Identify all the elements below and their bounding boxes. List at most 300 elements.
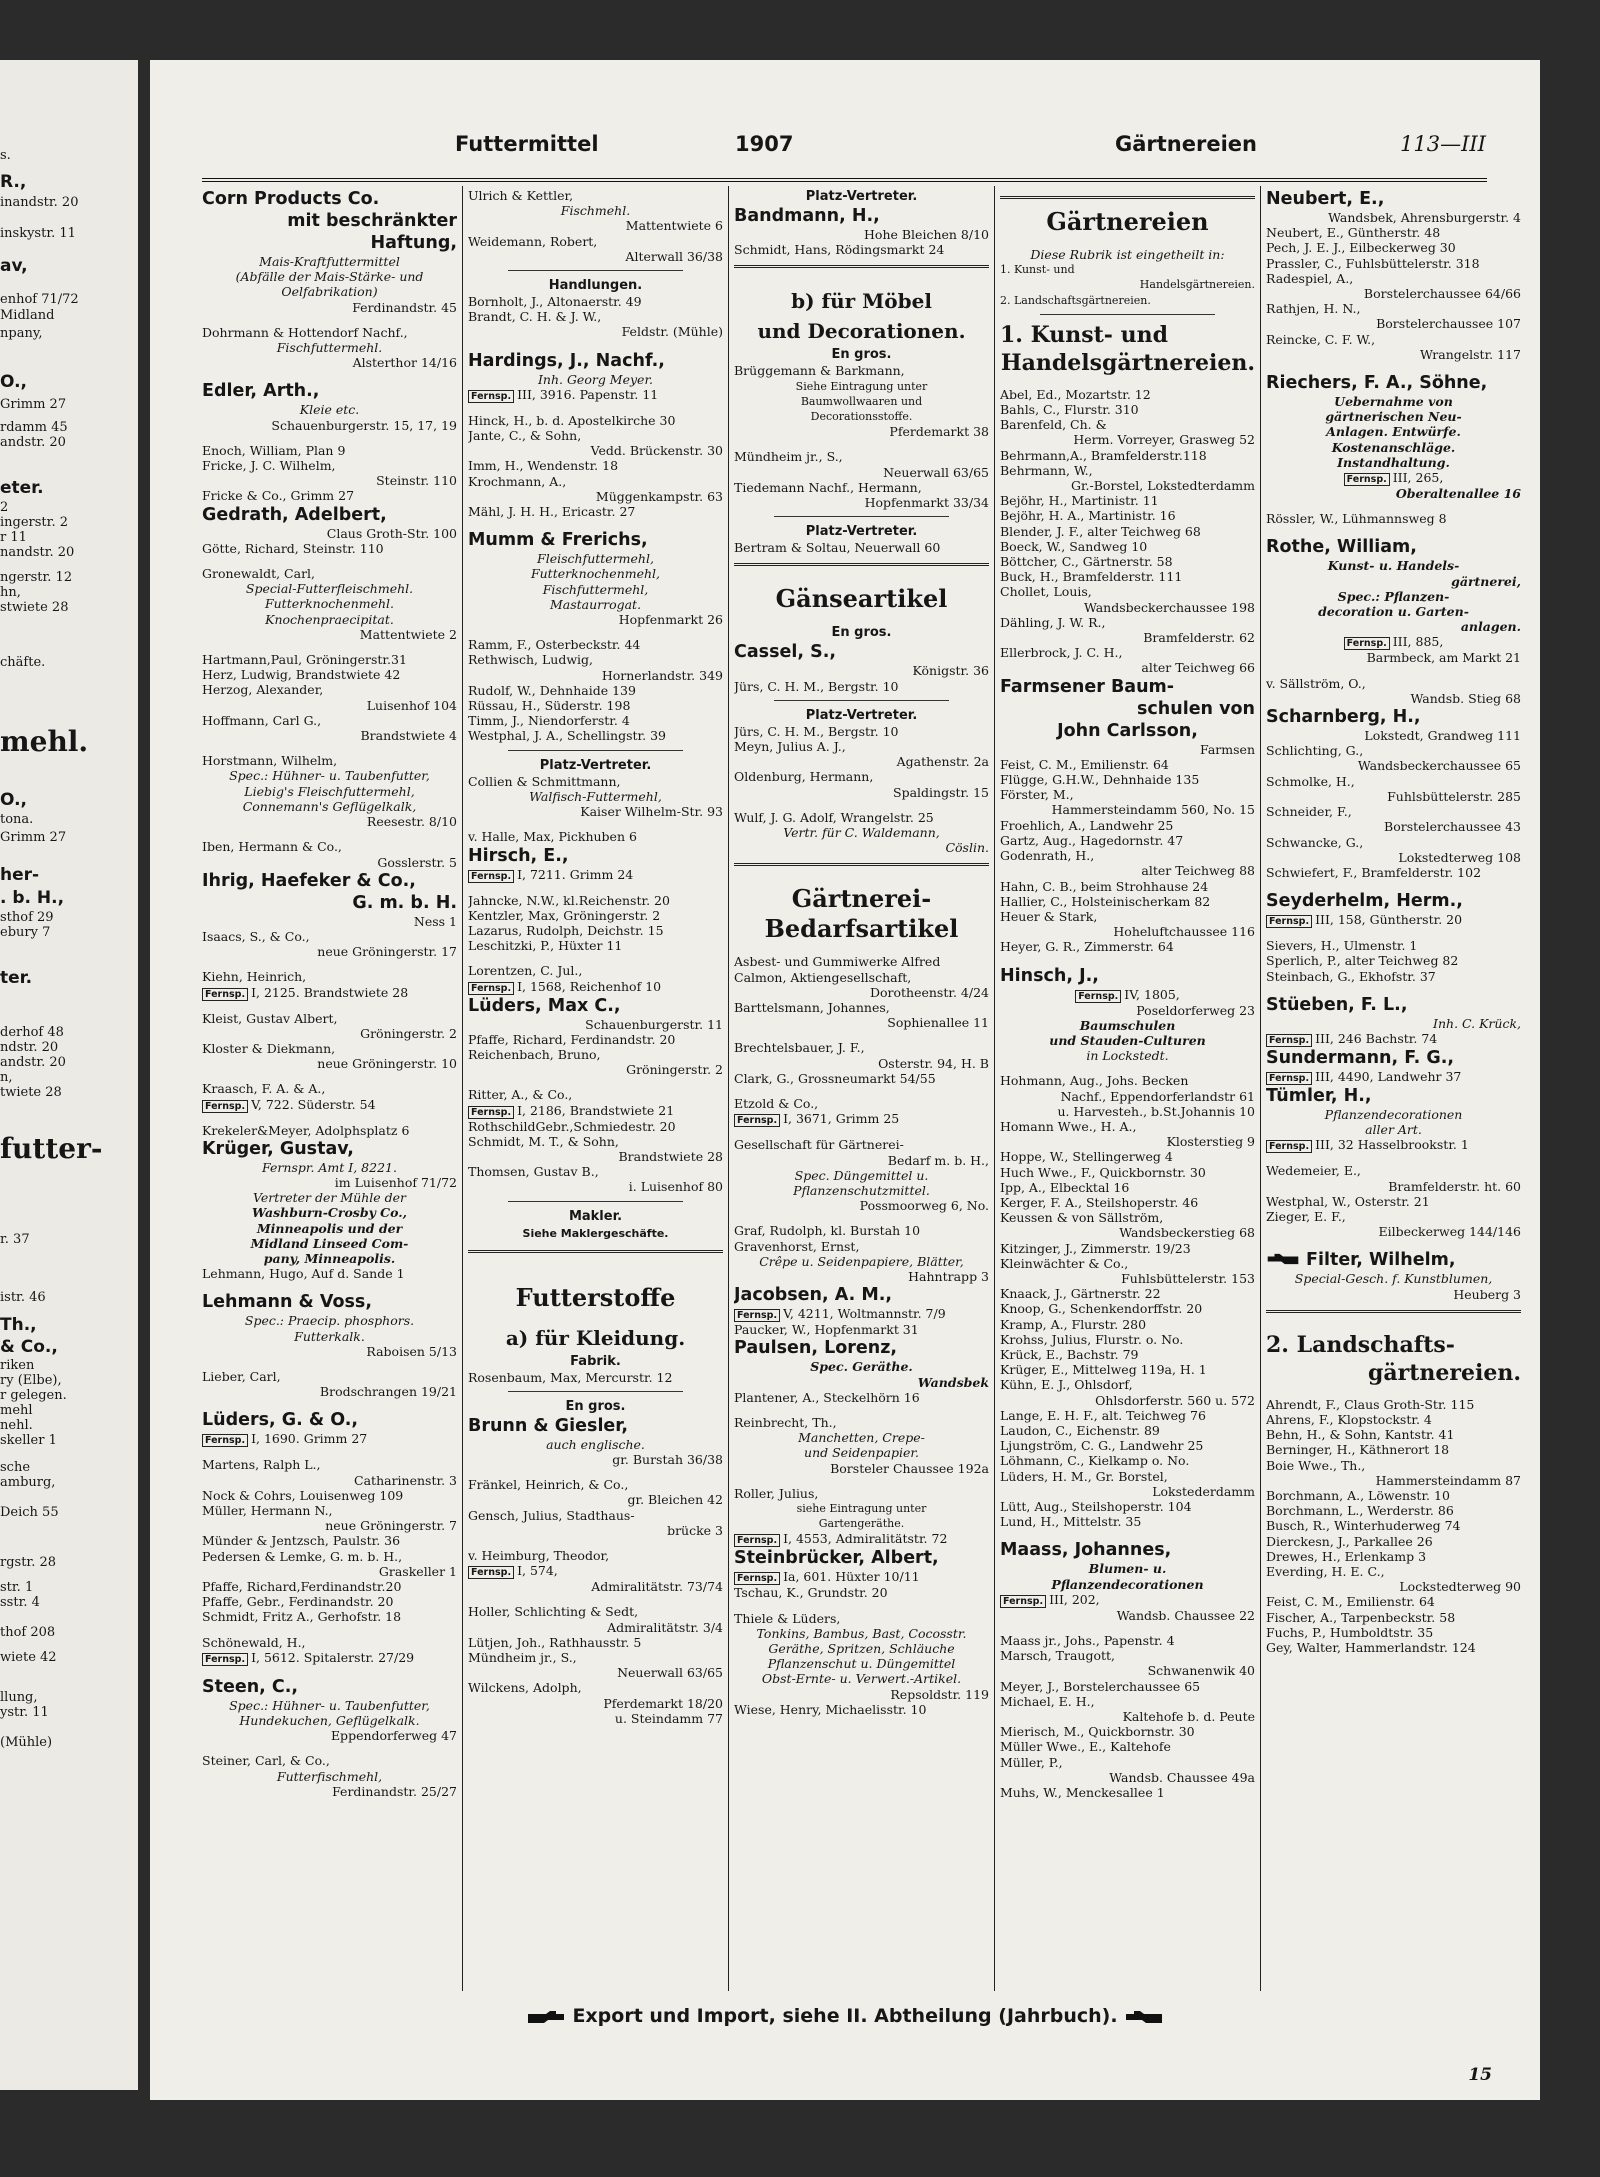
section-rule [1266,1310,1521,1313]
firm-name: Riechers, F. A., Söhne, [1266,373,1488,394]
entry-line: Eilbeckerweg 144/146 [1378,1224,1521,1240]
entry-line: Hallier, C., Holsteinischerkam 82 [1000,893,1211,909]
firm-name: Seyderhelm, Herm., [1266,891,1463,912]
entry-line: Plantener, A., Steckelhörn 16 [734,1389,920,1405]
entry-line: Brandstwiete 28 [618,1148,723,1164]
entry-line: Agathenstr. 2a [896,754,989,770]
telephone-entry: III, 202, [1049,1591,1100,1607]
telephone-label: Fernsp. [468,870,514,883]
firm-name: Krüger, Gustav, [202,1138,354,1159]
entry-line: Berninger, H., Käthnerort 18 [1266,1442,1450,1458]
firm-name: Brunn & Giesler, [468,1415,629,1436]
entry-line [1266,1069,1521,1085]
prev-page-line: nandstr. 20 [0,545,75,560]
entry-line: Lütt, Aug., Steilshoperstr. 104 [1000,1499,1192,1515]
prev-page-line: O., [0,790,27,810]
subsection-heading: En gros. [831,347,892,363]
entry-line: Wedemeier, E., [1266,1163,1361,1179]
entry-line: Vedd. Brückenstr. 30 [590,443,723,459]
prev-page-line: andstr. 20 [0,1055,66,1070]
section-rule [774,516,949,517]
entry-line: Dorotheenstr. 4/24 [869,984,989,1000]
entry-line: Schmolke, H., [1266,773,1355,789]
spacer [1266,666,1521,676]
telephone-entry: I, 2125. Brandstwiete 28 [251,984,409,1000]
entry-line: Hahn, C. B., beim Strohhause 24 [1000,878,1209,894]
prev-page-line: ter. [0,968,33,988]
firm-name: Maass, Johannes, [1000,1540,1172,1561]
entry-line: Keussen & von Sällström, [1000,1210,1164,1226]
subsection-heading: Siehe Maklergeschäfte. [522,1226,669,1240]
prev-page-line: sthof 29 [0,910,54,925]
firm-name: Lüders, Max C., [468,995,621,1016]
entry-line: Spaldingstr. 15 [893,784,989,800]
prev-page-line: amburg, [0,1475,56,1490]
prev-page-line: rdamm 45 [0,420,68,435]
prev-page-line: 2 [0,500,9,515]
spacer [202,1399,457,1409]
pointing-hand-icon [1124,2010,1164,2024]
telephone-entry: III, 885, [1392,634,1444,650]
spacer [1266,501,1521,511]
entry-line: Hartmann,Paul, Gröningerstr.31 [202,652,407,668]
prev-page-line: inskystr. 11 [0,226,76,241]
entry-line: Schmidt, Fritz A., Gerhofstr. 18 [202,1609,402,1625]
telephone-entry: I, 2186, Brandstwiete 21 [517,1102,675,1118]
entry-line: Admiralitätstr. 73/74 [591,1579,723,1595]
entry-line: neue Gröningerstr. 17 [317,944,457,960]
entry-line: Hoffmann, Carl G., [202,712,322,728]
telephone-label: Fernsp. [1266,915,1312,928]
spacer [1000,377,1255,387]
entry-line: Pech, J. E. J., Eilbeckerweg 30 [1266,240,1456,256]
subsection-heading: En gros. [565,1398,626,1414]
prev-page-line: npany, [0,326,43,341]
entry-line: Osterstr. 94, H. B [878,1055,989,1071]
entry-line: Sophienallee 11 [887,1015,989,1031]
spacer [202,433,457,443]
entry-line: Ipp, A., Elbecktal 16 [1000,1179,1130,1195]
entry-line: Futterkalk. [294,1328,365,1344]
entry-line: Bejöhr, H., Martinistr. 11 [1000,493,1159,509]
entry-line: Kaiser Wilhelm-Str. 93 [580,804,723,820]
entry-line: Ritter, A., & Co., [468,1087,573,1103]
pointing-hand-icon [1266,1253,1300,1265]
entry-line: Pfaffe, Richard, Ferdinandstr. 20 [468,1031,676,1047]
entry-line: Etzold & Co., [734,1096,819,1112]
spacer [202,1071,457,1081]
entry-line: Lockstedterweg 90 [1399,1579,1521,1595]
entry-line: Instandhaltung. [1337,454,1450,470]
entry-line: Neuerwall 63/65 [883,464,989,480]
prev-page-line: riken [0,1358,35,1373]
section-rule [508,1391,683,1392]
prev-page-line: eter. [0,478,44,498]
entry-line: Flügge, G.H.W., Dehnhaide 135 [1000,772,1200,788]
prev-page-line: ngerstr. 12 [0,570,73,585]
section-rule [468,1250,723,1253]
entry-line: Reesestr. 8/10 [366,814,457,830]
spacer [468,403,723,413]
firm-name: Hardings, J., Nachf., [468,350,665,371]
entry-line: Bramfelderstr. 62 [1143,630,1255,646]
spacer [1266,1153,1521,1163]
firm-name: Steinbrücker, Albert, [734,1548,939,1569]
entry-line: auch englische. [546,1436,645,1452]
firm-name: Mumm & Frerichs, [468,530,648,551]
entry-line: Oberaltenallee 16 [1395,486,1521,502]
entry-line [468,1103,723,1119]
entry-line: Krochmann, A., [468,473,567,489]
telephone-entry: III, 158, Güntherstr. 20 [1315,912,1463,928]
firm-name: Jacobsen, A. M., [734,1285,893,1306]
spacer [202,1447,457,1457]
prev-page-line: O., [0,372,27,392]
section-rule [734,563,989,566]
spacer [202,1001,457,1011]
entry-line: u. Steindamm 77 [614,1710,723,1726]
entry-line: Herzog, Alexander, [202,682,324,698]
entry-line: Pflanzendecorationen [1324,1106,1463,1122]
entry-line: Kiehn, Heinrich, [202,969,307,985]
entry-line: Borsteler Chaussee 192a [830,1460,989,1476]
telephone-entry: I, 3671, Grimm 25 [783,1111,900,1127]
entry-line: Midland Linseed Com- [250,1235,409,1251]
entry-line: und Seidenpapier. [804,1445,919,1461]
entry-line: Claus Groth-Str. 100 [326,525,457,541]
prev-page-line: av, [0,256,28,276]
entry-line: decoration u. Garten- [1318,604,1469,620]
previous-page-edge [0,60,138,2090]
spacer [734,1601,989,1611]
prev-page-line: str. 1 [0,1580,34,1595]
spacer [202,1359,457,1369]
spacer [734,874,989,884]
firm-name: Scharnberg, H., [1266,707,1421,728]
prev-page-line: sstr. 4 [0,1595,40,1610]
telephone-label: Fernsp. [734,1309,780,1322]
entry-line: Gravenhorst, Ernst, [734,1238,860,1254]
entry-line: Vertr. für C. Waldemann, [783,825,940,841]
entry-line: Everding, H. E. C., [1266,1563,1385,1579]
entry-line: Calmon, Aktiengesellschaft, [734,969,912,985]
entry-line: Lehmann, Hugo, Auf d. Sande 1 [202,1266,405,1282]
prev-page-line: wiete 42 [0,1650,57,1665]
firm-name: schulen von [1136,698,1255,719]
telephone-entry: I, 5612. Spitalerstr. 27/29 [251,1649,415,1665]
prev-page-line: ebury 7 [0,925,51,940]
entry-line: Borstelerchaussee 64/66 [1363,286,1521,302]
subsection-heading: En gros. [831,625,892,641]
entry-line: Hundekuchen, Geflügelkalk. [239,1713,420,1729]
entry-line: Kleist, Gustav Albert, [202,1010,338,1026]
entry-line: Zieger, E. F., [1266,1208,1346,1224]
entry-line: v. Heimburg, Theodor, [468,1547,610,1563]
entry-line: Boeck, W., Sandweg 10 [1000,538,1148,554]
entry-line: alter Teichweg 88 [1141,863,1255,879]
entry-line: Gröningerstr. 2 [360,1025,457,1041]
entry-line: Hahntrapp 3 [908,1268,989,1284]
prev-page-line: hn, [0,585,21,600]
entry-line: Siehe Eintragung unter [795,379,928,393]
entry-line: Oldenburg, Hermann, [734,769,874,785]
entry-line: Froehlich, A., Landwehr 25 [1000,817,1174,833]
entry-line: Lokstedterweg 108 [1398,849,1521,865]
prev-page-line: Th., [0,1315,37,1335]
section-rule [774,700,949,701]
entry-line: Behrmann,A., Bramfelderstr.118 [1000,447,1207,463]
entry-line: Connemann's Geflügelkalk, [242,798,417,814]
page-number: 15 [1468,2065,1492,2085]
entry-line: Prassler, C., Fuhlsbüttelerstr. 318 [1266,255,1480,271]
entry-line: Gesellschaft für Gärtnerei- [734,1137,904,1153]
entry-line: in Lockstedt. [1086,1048,1169,1064]
prev-page-line: ingerstr. 2 [0,515,68,530]
entry-line: Blender, J. F., alter Teichweg 68 [1000,523,1201,539]
telephone-entry: I, 574, [517,1563,558,1579]
entry-line: Pferdemarkt 38 [889,424,989,440]
entry-line: Kleinwächter & Co., [1000,1255,1129,1271]
entry-line: Bedarf m. b. H., [887,1152,989,1168]
entry-line: Hohe Bleichen 8/10 [864,227,989,242]
column-divider [462,186,463,1991]
entry-line: Farmsen [1200,741,1255,757]
subsection-heading: Platz-Vertreter. [805,707,918,723]
entry-line: Fernspr. Amt I, 8221. [262,1159,397,1175]
entry-line: Feldstr. (Mühle) [621,324,723,340]
section-rule [734,863,989,866]
entry-line: Maass jr., Johs., Papenstr. 4 [1000,1633,1175,1649]
entry-line: Hopfenmarkt 33/34 [864,495,989,511]
entry-line: Schwiefert, F., Bramfelderstr. 102 [1266,864,1482,880]
entry-line: Wulf, J. G. Adolf, Wrangelstr. 25 [734,809,934,825]
prev-page-line: enhof 71/72 [0,292,79,307]
entry-line: Sievers, H., Ulmenstr. 1 [1266,938,1418,954]
page-header [200,132,1510,172]
firm-name: Paulsen, Lorenz, [734,1338,898,1359]
telephone-entry: III, 4490, Landwehr 37 [1315,1068,1462,1084]
telephone-entry: III, 32 Hasselbrookstr. 1 [1315,1137,1469,1153]
telephone-entry: I, 1568, Reichenhof 10 [517,978,662,994]
entry-line: Admiralitätstr. 3/4 [607,1619,723,1635]
entry-line: Borchmann, A., Löwenstr. 10 [1266,1487,1450,1503]
entry-line: Enoch, William, Plan 9 [202,442,346,458]
entry-line: Wandsbeckerchaussee 65 [1357,758,1521,774]
entry-line [734,1306,989,1322]
entry-line: Uebernahme von [1334,394,1453,410]
entry-line: Spec.: Hühner- u. Taubenfutter, [229,768,430,784]
entry-line: Wiese, Henry, Michaelisstr. 10 [734,1701,927,1717]
entry-line: Marsch, Traugott, [1000,1648,1116,1664]
spacer [734,614,989,624]
entry-line: Special-Gesch. f. Kunstblumen, [1294,1271,1493,1287]
entry-line: Barmbeck, am Markt 21 [1366,650,1521,666]
entry-line: Lund, H., Mittelstr. 35 [1000,1514,1142,1530]
entry-line: Gosslerstr. 5 [377,854,457,870]
spacer [734,1030,989,1040]
entry-line: Horstmann, Wilhelm, [202,753,338,769]
entry-line: Jante, C., & Sohn, [468,428,582,444]
prev-page-line: s. [0,148,11,163]
spacer [1000,1623,1255,1633]
firm-name: Stüeben, F. L., [1266,994,1408,1015]
entry-line: Münder & Jentzsch, Paulstr. 36 [202,1533,401,1549]
entry-line: Mattentwiete 2 [359,626,457,642]
prev-page-line: rgstr. 28 [0,1555,57,1570]
subsection-heading: Platz-Vertreter. [805,189,918,204]
entry-line: Jahncke, N.W., kl.Reichenstr. 20 [468,892,670,908]
spacer [1266,1239,1521,1249]
entry-line: Inh. C. Krück, [1433,1015,1521,1031]
entry-line: gr. Bleichen 42 [627,1492,723,1508]
firm-name: Corn Products Co. [202,189,380,209]
section-heading: Handelsgärtnereien. [1000,349,1255,376]
prev-page-line: Midland [0,308,55,323]
entry-line: Eppendorferweg 47 [330,1728,457,1744]
entry-line [1266,1031,1521,1047]
telephone-entry: III, 3916. Papenstr. 11 [517,386,659,402]
entry-line: Heuberg 3 [1453,1286,1521,1302]
entry-line: Fischmehl. [560,203,631,219]
entry-line: Fischfuttermehl, [542,581,649,597]
header-rule [202,178,1487,182]
entry-line: Chollet, Louis, [1000,584,1092,600]
telephone-label: Fernsp. [468,390,514,403]
entry-line: Wandsbeckerchaussee 198 [1083,599,1255,615]
entry-line: Alterwall 36/38 [625,248,723,264]
entry-line: Ahrendt, F., Claus Groth-Str. 115 [1266,1396,1475,1412]
entry-line: Wilckens, Adolph, [468,1680,582,1696]
entry-line: Lokstedt, Grandweg 111 [1364,728,1521,744]
entry-line: Heuer & Stark, [1000,908,1098,924]
entry-line: Repsoldstr. 119 [890,1686,989,1702]
entry-line: gärtnerei, [1451,573,1521,589]
column-3 [734,188,989,1988]
entry-line: Raboisen 5/13 [366,1343,457,1359]
entry-line: Lüders, H. M., Gr. Borstel, [1000,1468,1168,1484]
entry-line: Krüger, E., Mittelweg 119a, H. 1 [1000,1362,1207,1378]
spacer [1000,955,1255,965]
entry-line [202,1431,457,1447]
entry-line: Futterknochenmehl. [264,596,395,612]
column-1 [202,188,457,1988]
entry-line: Westphal, J. A., Schellingstr. 39 [468,728,666,744]
entry-line [468,979,723,995]
entry-line: Cöslin. [945,840,989,856]
spacer [468,519,723,529]
header-page: 113—III [1400,132,1486,156]
entry-line: Ness 1 [413,913,457,929]
entry-line: Ferdinandstr. 25/27 [332,1783,457,1799]
spacer [1000,1063,1255,1073]
prev-page-line: Grimm 27 [0,830,67,845]
subsection-heading: Platz-Vertreter. [539,757,652,773]
entry-line: Brandstwiete 4 [360,728,457,744]
prev-page-line: stwiete 28 [0,600,69,615]
firm-name: Farmsener Baum- [1000,676,1175,697]
section-heading: 2. Landschafts- [1266,1331,1455,1358]
spacer [468,1313,723,1323]
entry-line: Schwancke, G., [1266,834,1364,850]
entry-line: Dierckesn, J., Parkallee 26 [1266,1533,1433,1549]
prev-page-line: andstr. 20 [0,435,66,450]
entry-line: Knochenpraecipitat. [265,611,394,627]
entry-line: Fleischfuttermehl, [537,551,654,567]
entry-line: Kitzinger, J., Zimmerstr. 19/23 [1000,1240,1191,1256]
entry-line: Pferdemarkt 18/20 [603,1695,723,1711]
prev-page-line: llung, [0,1690,38,1705]
entry-line: Fuhlsbüttelerstr. 285 [1387,788,1521,804]
entry-line: Pedersen & Lemke, G. m. b. H., [202,1548,403,1564]
telephone-label: Fernsp. [202,1100,248,1113]
firm-name: Rothe, William, [1266,537,1417,558]
entry-line: Bahls, C., Flurstr. 310 [1000,402,1139,418]
prev-page-line: ystr. 11 [0,1705,49,1720]
entry-line: Schönewald, H., [202,1634,306,1650]
entry-line: Kleie etc. [299,402,360,418]
telephone-label: Fernsp. [1266,1034,1312,1047]
entry-line: Borstelerchaussee 43 [1384,819,1521,835]
entry-line [468,1563,723,1579]
entry-line: Wandsb. Stieg 68 [1410,690,1521,706]
entry-line: Bornholt, J., Altonaerstr. 49 [468,294,642,310]
entry-line: Tschau, K., Grundstr. 20 [734,1585,888,1601]
entry-line: Rudolf, W., Dehnhaide 139 [468,682,636,698]
entry-line: Ellerbrock, J. C. H., [1000,645,1123,661]
entry-line: Schmidt, M. T., & Sohn, [468,1133,619,1149]
entry-line: Spec. Geräthe. [810,1359,913,1375]
entry-line: Bertram & Soltau, Neuerwall 60 [734,540,941,556]
prev-page-line: sche [0,1460,31,1475]
entry-line: v. Sällström, O., [1266,675,1366,691]
entry-line: Mierisch, M., Quickbornstr. 30 [1000,1724,1195,1740]
entry-line: Vertreter der Mühle der [252,1190,406,1206]
entry-line: Fuchs, P., Humboldtstr. 35 [1266,1624,1434,1640]
spacer [468,1467,723,1477]
entry-line: Kramp, A., Flurstr. 280 [1000,1316,1147,1332]
entry-line: Kaltehofe b. d. Peute [1122,1709,1255,1725]
spacer [202,642,457,652]
prev-page-line: r gelegen. [0,1388,67,1403]
entry-line: Herm. Vorreyer, Grasweg 52 [1073,432,1255,448]
spacer [468,819,723,829]
spacer [202,1625,457,1635]
entry-line: Steinstr. 110 [376,473,457,489]
entry-line: Radespiel, A., [1266,270,1354,286]
entry-line: Buck, H., Bramfelderstr. 111 [1000,569,1183,585]
header-left: Futtermittel [455,132,599,156]
telephone-entry: III, 246 Bachstr. 74 [1315,1030,1438,1046]
entry-line: Wrangelstr. 117 [1419,346,1521,362]
prev-page-line: . b. H., [0,888,65,908]
entry-line: 2. Landschaftsgärtnereien. [1000,293,1151,307]
entry-line: Weidemann, Robert, [468,233,598,249]
subsection-heading: Handlungen. [548,278,643,294]
entry-line: Paucker, W., Hopfenmarkt 31 [734,1322,919,1338]
spacer [468,883,723,893]
entry-line: Ulrich & Kettler, [468,188,574,203]
entry-line: Fränkel, Heinrich, & Co., [468,1477,629,1493]
firm-name: mit beschränkter [287,211,457,231]
entry-line: Fricke & Co., Grimm 27 [202,488,355,504]
telephone-label: Fernsp. [1266,1072,1312,1085]
entry-line: Fischfuttermehl. [276,340,383,356]
section-rule [734,265,989,268]
telephone-entry: IV, 1805, [1124,986,1180,1002]
entry-line: Lange, E. H. F., alt. Teichweg 76 [1000,1407,1206,1423]
entry-line: Collien & Schmittmann, [468,773,621,789]
section-heading: Gärtnereien [1046,207,1209,236]
